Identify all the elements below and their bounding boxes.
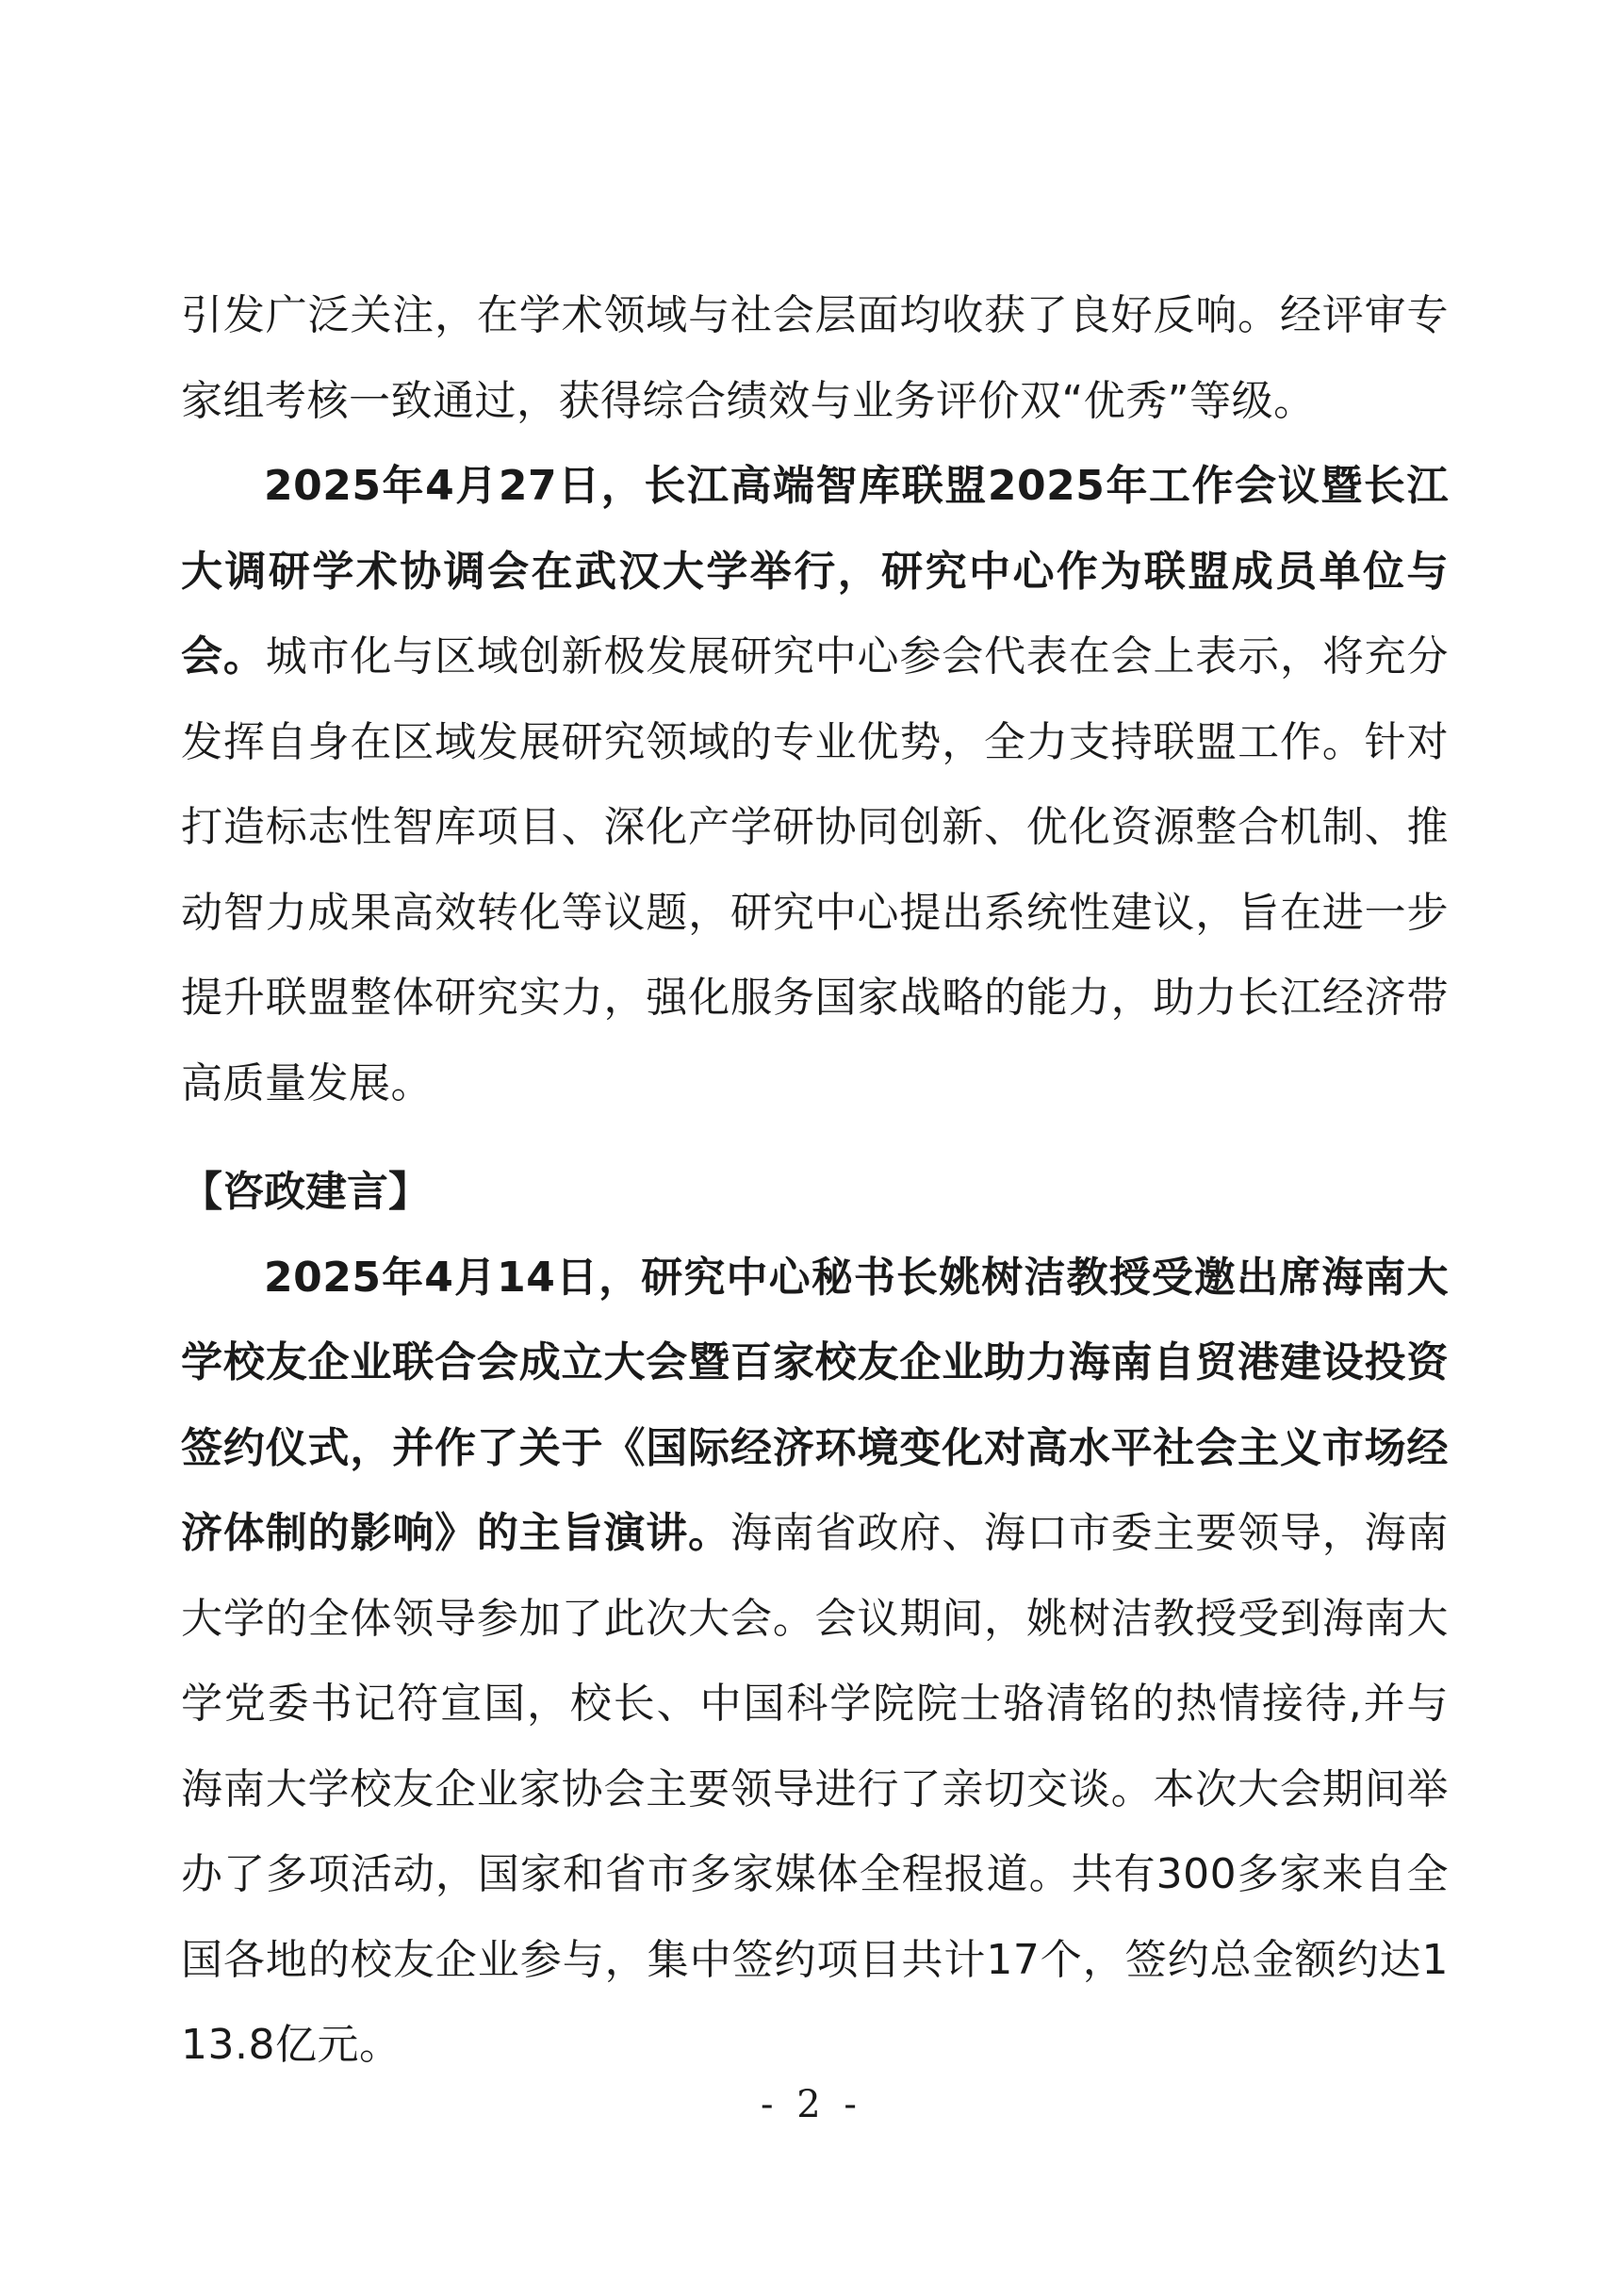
section-gap: [181, 1126, 1449, 1150]
page-number: - 2 -: [761, 2083, 862, 2126]
paragraph-hainan-speech-body: 海南省政府、海口市委主要领导，海南大学的全体领导参加了此次大会。会议期间，姚树洁教授受到海南大学党委书记符宣国，校长、中国科学院院士骆清铭的热情接待,并与海南大学校友企业家协会主要领导进行了亲切交谈。本次大会期间举办了多项活动，国家和省市多家媒体全程报道。共有300多家来自全国各地的校友企业参与，集中签约项目共计17个，签约总金额约达113.8亿元。: [181, 1509, 1450, 2069]
paragraph-alliance-meeting: [181, 444, 1449, 1126]
paragraph-hainan-speech: [181, 1236, 1449, 2089]
paragraph-continued-text: 引发广泛关注，在学术领域与社会层面均收获了良好反响。经评审专家组考核一致通过，获得综合绩效与业务评价双“优秀”等级。: [181, 291, 1449, 425]
paragraph-alliance-meeting-lead: 2025年4月27日，长江高端智库联盟2025年工作会议暨长江大调研学术协调会在武汉大学举行，研究中心作为联盟成员单位与会。: [181, 462, 1449, 681]
section-heading: 【咨政建言】: [181, 1168, 430, 1216]
paragraph-hainan-speech-lead: 2025年4月14日，研究中心秘书长姚树洁教授受邀出席海南大学校友企业联合会成立大会暨百家校友企业助力海南自贸港建设投资签约仪式，并作了关于《国际经济环境变化对高水平社会主义市场经济体制的影响》的主旨演讲。: [181, 1253, 1449, 1557]
document-body: [181, 273, 1449, 2089]
paragraph-alliance-meeting-body: 城市化与区域创新极发展研究中心参会代表在会上表示，将充分发挥自身在区域发展研究领域的专业优势，全力支持联盟工作。针对打造标志性智库项目、深化产学研协同创新、优化资源整合机制、推动智力成果高效转化等议题，研究中心提出系统性建议，旨在进一步提升联盟整体研究实力，强化服务国家战略的能力，助力长江经济带高质量发展。: [181, 632, 1450, 1107]
paragraph-continued: [181, 273, 1449, 444]
